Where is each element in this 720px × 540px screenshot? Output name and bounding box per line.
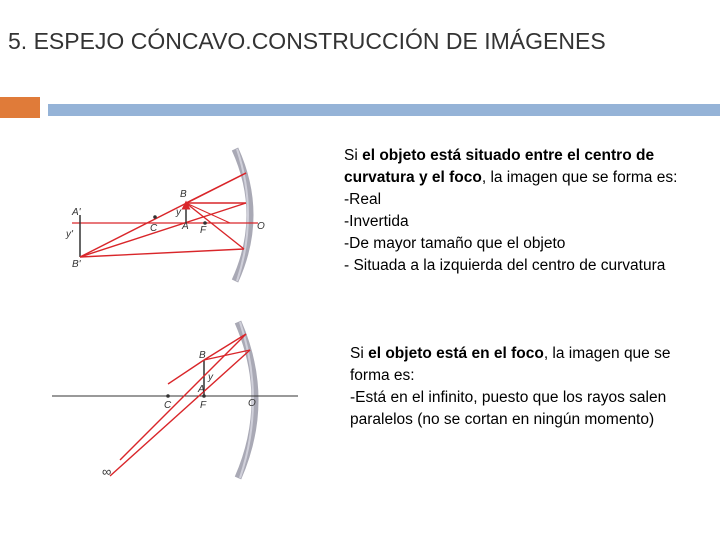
- text-2-pre: Si: [350, 345, 369, 362]
- list-item: -De mayor tamaño que el objeto: [344, 235, 566, 252]
- label-A: A: [198, 384, 205, 395]
- label-B-prime: B': [72, 259, 81, 270]
- list-item: - Situada a la izquierda del centro de curvatura: [344, 257, 666, 274]
- label-B: B: [199, 350, 206, 361]
- label-y: y: [208, 372, 213, 383]
- text-1-post: , la imagen que se forma es:: [481, 169, 678, 186]
- label-B: B: [180, 189, 187, 200]
- label-C: C: [164, 400, 172, 411]
- list-item: -Real: [344, 191, 382, 208]
- page-title: 5. ESPEJO CÓNCAVO.CONSTRUCCIÓN DE IMÁGENES: [8, 28, 606, 54]
- label-O: O: [248, 398, 256, 409]
- label-F: F: [200, 225, 207, 236]
- label-C: C: [150, 223, 158, 234]
- label-F: F: [200, 400, 207, 411]
- accent-bar-blue: [48, 104, 720, 116]
- text-block-case-2: [350, 343, 710, 431]
- text-1-pre: Si: [344, 147, 363, 164]
- list-item: -Invertida: [344, 213, 409, 230]
- text-2-bold: el objeto está en el foco: [368, 345, 544, 362]
- diagram-object-between-center-and-focus: [50, 145, 270, 285]
- diagram-object-at-focus: [50, 320, 300, 480]
- accent-bar-orange: [0, 97, 40, 118]
- label-A: A: [182, 221, 189, 232]
- label-A-prime: A': [72, 207, 81, 218]
- text-2-detail: -Está en el infinito, puesto que los rayos salen paralelos (no se cortan en ningún momento): [350, 389, 667, 428]
- infinity-label: ∞: [102, 464, 112, 479]
- label-y-prime: y': [66, 229, 73, 240]
- label-y: y: [176, 207, 181, 218]
- text-1-bold: el objeto está situado entre el centro de curvatura y el foco: [344, 147, 655, 186]
- label-O: O: [257, 221, 265, 232]
- text-2-post: , la imagen que se forma es:: [350, 345, 671, 384]
- text-block-case-1: [344, 145, 694, 277]
